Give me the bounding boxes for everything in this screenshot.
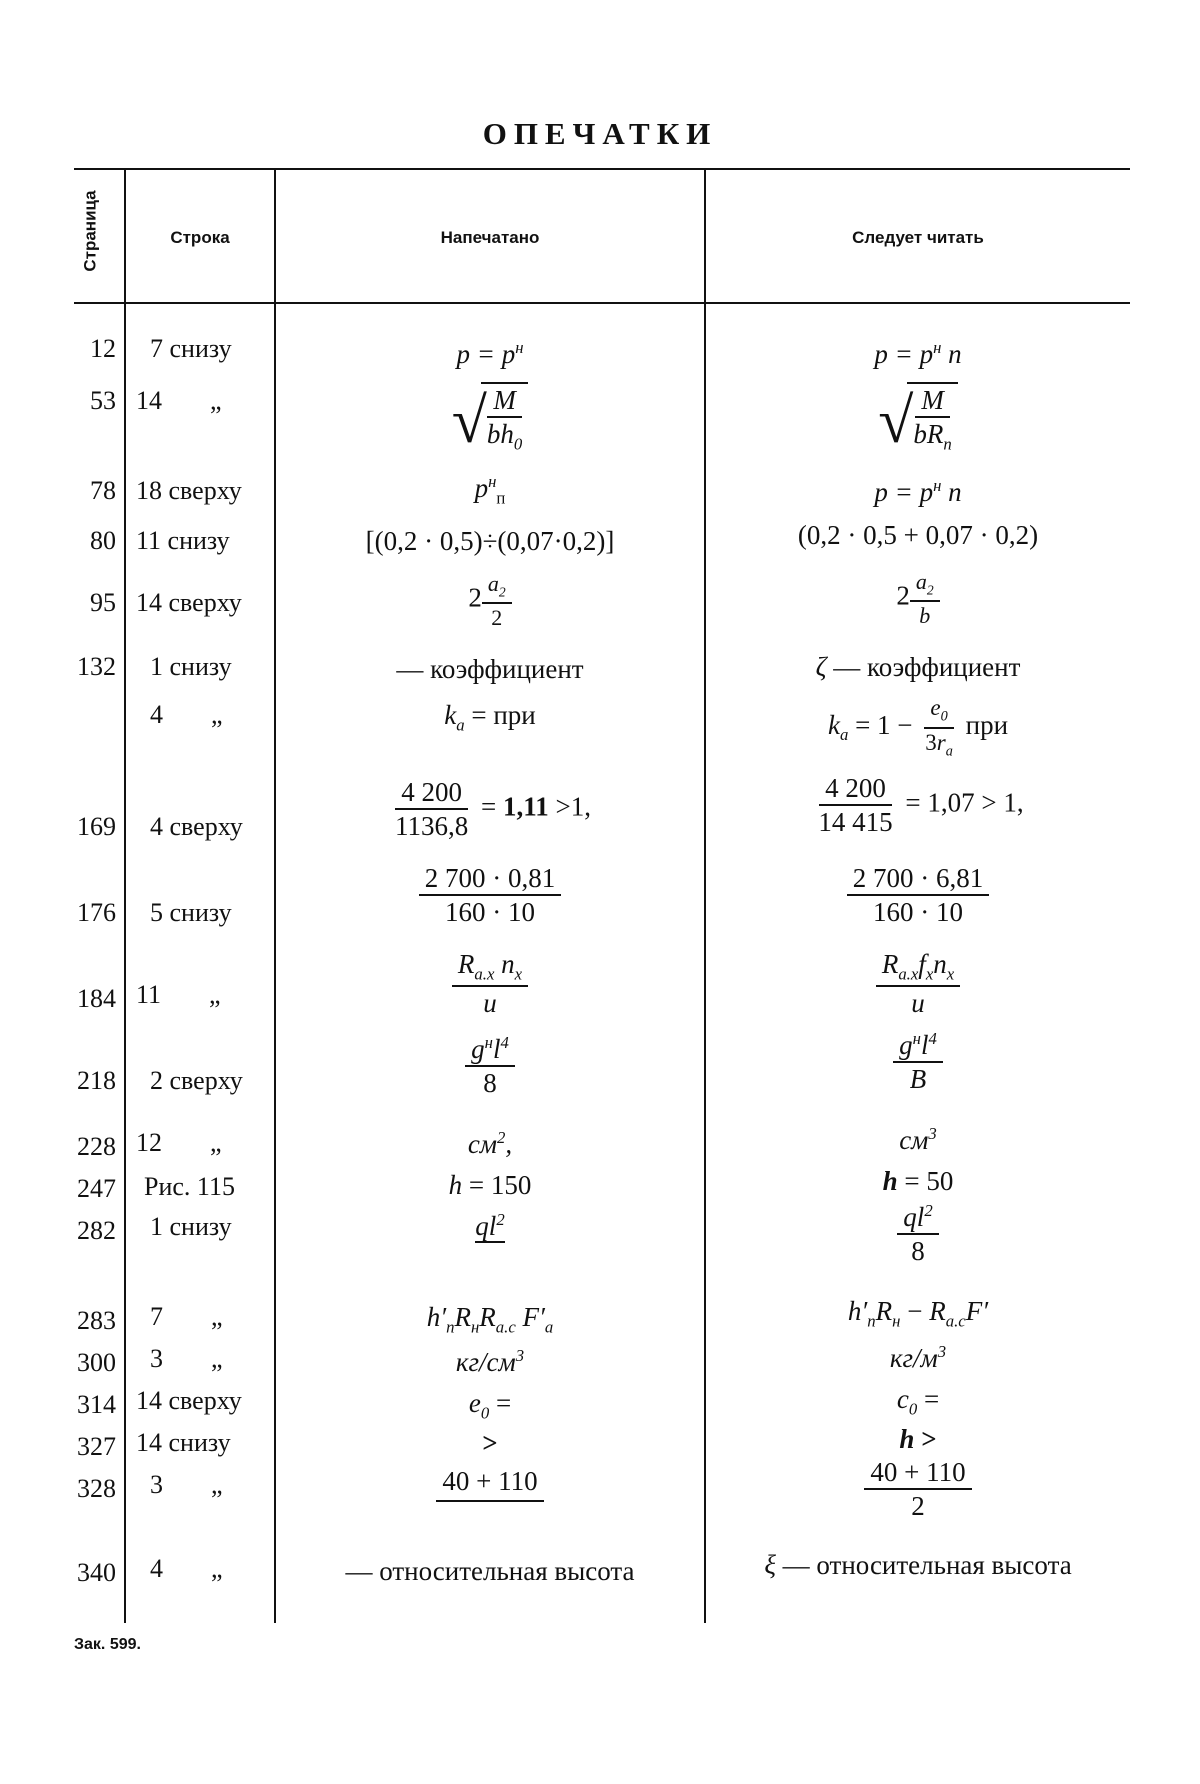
sqrt-expression: √ $\frac{M}{bh_0}$ [452,382,529,453]
page-number: 328 [77,1474,116,1503]
printed-cell: [(0,2 · 0,5)÷(0,07·0,2)] [365,526,615,556]
printed-cell: — относительная высота [345,1556,635,1586]
printed-cell: $e_0$ = [468,1388,512,1423]
line-ref: 18 сверху [136,476,242,505]
page-number: 327 [77,1432,116,1461]
correct-cell: (0,2 · 0,5 + 0,07 · 0,2) [797,520,1039,550]
ditto-mark: „ [211,700,223,729]
correct-cell: $k_а = 1$ − $\frac{e_0}{3r_а}$ при [827,695,1009,760]
correct-cell: ζ — коэффициент [815,652,1021,682]
line-ref: 11 снизу [136,526,230,555]
sqrt-expression: √ $\frac{M}{bR_п}$ [878,382,958,453]
page-number: 282 [77,1216,116,1245]
printed-cell: $см^2$, [467,1128,513,1159]
line-ref: 1 снизу [150,652,232,681]
printed-cell: > [482,1428,498,1458]
correct-cell: $\frac{40 + 110}{2}$ [706,1458,1130,1521]
page-number: 53 [90,386,116,415]
printed-cell: $\frac{g^нl^4}{8}$ [276,1034,704,1098]
line-ref: 3 „ [150,1344,223,1373]
page-number: 283 [77,1306,116,1335]
page-number: 247 [77,1174,116,1203]
printed-cell: $\frac{R_{а.х} n_х}{u}$ [276,950,704,1017]
page-number: 184 [77,984,116,1013]
correct-cell: $\frac{2 700 \cdot 6,81}{160 \cdot 10}$ [706,864,1130,927]
printed-cell: h = 150 [448,1170,532,1200]
line-ref: 4 сверху [150,812,243,841]
page-number: 95 [90,588,116,617]
printed-cell: $\frac{2 700 \cdot 0,81}{160 \cdot 10}$ [276,864,704,927]
printed-cell: $\frac{4 200}{1136,8}$ = 1,11 >1, [395,777,591,842]
correct-cell: $\frac{4 200}{14 415}$ = 1,07 > 1, [818,773,1024,838]
line-ref: 14 „ [136,386,222,415]
correct-cell: $p = p^н$ n [874,476,962,507]
printed-cell: $h'_пR_нR_{а.с}$ $F'_а$ [426,1302,554,1337]
correct-cell: $h'_пR_н - R_{а.с}F'$ [847,1296,989,1331]
correct-cell: $\frac{g^нl^4}{B}$ [706,1030,1130,1094]
printed-cell: 40 + 110 [276,1466,704,1497]
ditto-mark: „ [211,1554,223,1583]
page-number: 80 [90,526,116,555]
page-number: 78 [90,476,116,505]
header-page: Страница [81,190,100,272]
correct-cell: h > [899,1424,937,1454]
correct-cell: 2 $\frac{a_2}{b}$ [706,570,1130,627]
printed-cell: 2 $\frac{a_2}{2}$ [276,572,704,629]
line-ref: 12 „ [136,1128,222,1157]
correct-cell: $p = p^н$ n [874,338,962,369]
line-ref: 2 сверху [150,1066,243,1095]
line-ref: 4 „ [150,700,223,729]
page-number: 132 [77,652,116,681]
printed-cell: $p = p^н$ [456,338,524,369]
ditto-mark: „ [211,1302,223,1331]
printed-cell: $ql^2$ [475,1210,505,1241]
header-line: Строка [170,228,230,247]
header-should-read: Следует читать [852,228,984,247]
printed-cell: — коэффициент [396,654,584,684]
page-number: 176 [77,898,116,927]
column-divider-1 [124,168,126,1623]
printed-cell: $p^н_п$ [474,472,506,508]
correct-cell: h = 50 [882,1166,954,1196]
page-number: 169 [77,812,116,841]
line-ref: 4 „ [150,1554,223,1583]
header-printed: Напечатано [440,228,540,247]
header-bottom-rule [74,302,1130,304]
line-ref: 11 „ [136,980,221,1009]
ditto-mark: „ [210,386,222,415]
order-number: Зак. 599. [74,1636,141,1653]
correct-cell: ξ — относительная высота [764,1550,1072,1580]
correct-cell: $c_0$ = [896,1384,940,1419]
page-number: 300 [77,1348,116,1377]
line-ref: Рис. 115 [144,1172,235,1201]
line-ref: 14 сверху [136,1386,242,1415]
page-number: 228 [77,1132,116,1161]
line-ref: 1 снизу [150,1212,232,1241]
ditto-mark: „ [210,1128,222,1157]
line-ref: 7 „ [150,1302,223,1331]
printed-cell: $кг/см^3$ [455,1346,525,1377]
printed-cell [276,382,704,457]
line-ref: 14 сверху [136,588,242,617]
ditto-mark: „ [211,1470,223,1499]
page-number: 340 [77,1558,116,1587]
line-ref: 7 снизу [150,334,232,363]
page-number: 314 [77,1390,116,1419]
page-number: 12 [90,334,116,363]
printed-cell: $k_а$ = при [444,700,536,735]
line-ref: 3 „ [150,1470,223,1499]
correct-cell: $кг/м^3$ [889,1342,947,1373]
page-number: 218 [77,1066,116,1095]
ditto-mark: „ [211,1344,223,1373]
ditto-mark: „ [209,980,221,1009]
correct-cell: $\frac{ql^2}{8}$ [706,1202,1130,1266]
correct-cell: $\frac{R_{а.х}f_хn_х}{u}$ [706,950,1130,1017]
line-ref: 14 снизу [136,1428,231,1457]
table-top-rule [74,168,1130,170]
correct-cell: $см^3$ [899,1124,937,1155]
correct-cell [706,382,1130,457]
page-title: ОПЕЧАТКИ [482,116,718,151]
line-ref: 5 снизу [150,898,232,927]
